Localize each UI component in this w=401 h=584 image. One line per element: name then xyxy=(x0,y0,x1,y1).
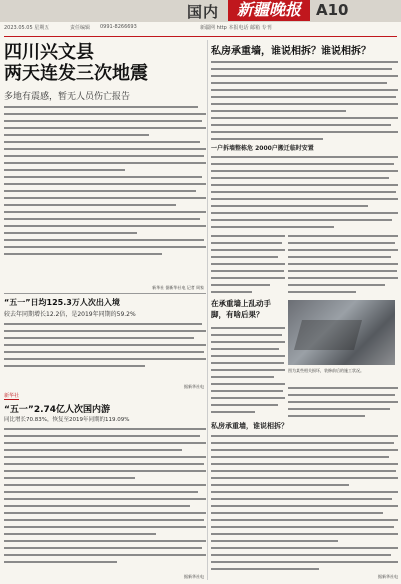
right-side-headline: 在承重墙上乱动手脚，有啥后果？ xyxy=(211,299,271,319)
story3-byline: 据新华社电 xyxy=(184,574,204,579)
right-subhead-1: 一户拆墙整栋危 2000户搬迁临时安置 xyxy=(211,145,314,152)
lead-headline-line2: 两天连发三次地震 xyxy=(4,63,148,84)
building-photo xyxy=(288,300,395,365)
right-body-3 xyxy=(211,232,285,295)
right-headline: 私房承重墙，谁说相拆？谁说相拆？ xyxy=(211,46,371,57)
masthead-rule xyxy=(4,36,397,37)
right-side-body xyxy=(211,324,285,419)
story2-subtitle: 较去年同期增长12.2倍，是2019年同期的59.2% xyxy=(4,311,136,318)
page-number: A10 xyxy=(316,1,349,19)
newspaper-logo: 新疆晚报 xyxy=(228,0,310,21)
section-rule-1 xyxy=(4,293,206,294)
editor-label: 责任编辑 xyxy=(70,25,91,31)
photo-caption: 图为某些相关损坏，装修前后的施工状况。 xyxy=(288,368,364,373)
right-body-2 xyxy=(211,153,398,230)
masthead-misc: 新疆网 http 本报电话 邮箱 专刊 xyxy=(200,25,272,31)
right-body-1 xyxy=(211,58,398,142)
right-body-5 xyxy=(211,432,398,572)
section-title: 国内 xyxy=(187,3,220,21)
story3-subtitle: 同比增长70.83%，恢复至2019年同期的119.09% xyxy=(4,417,130,423)
story3-title: “五一”2.74亿人次国内游 xyxy=(4,405,111,415)
lead-byline: 新华社 据新华社电 记者 周家 xyxy=(152,285,204,290)
story3-kicker: 新华社 xyxy=(4,393,20,399)
column-divider xyxy=(207,40,208,580)
lead-subhead: 多地有震感，暂无人员伤亡报告 xyxy=(4,92,131,102)
lead-headline-line1: 四川兴文县 xyxy=(4,42,94,63)
story2-body xyxy=(4,320,206,376)
story3-body xyxy=(4,425,206,572)
story2-title: “五一”日均125.3万人次出入境 xyxy=(4,298,120,307)
right-footer: 据新华社电 xyxy=(378,574,398,579)
right-subhead-2: 私房承重墙，谁说相拆？ xyxy=(211,422,288,430)
phone: 0991-8266693 xyxy=(100,24,137,30)
masthead-info xyxy=(0,24,401,34)
masthead xyxy=(0,0,401,38)
story2-byline: 据新华社电 xyxy=(184,384,204,389)
lead-body xyxy=(4,103,206,257)
lead-headline xyxy=(4,42,148,84)
issue-date: 2023.05.05 星期五 xyxy=(4,25,50,31)
right-body-3b xyxy=(288,232,398,295)
right-body-4 xyxy=(288,384,398,419)
